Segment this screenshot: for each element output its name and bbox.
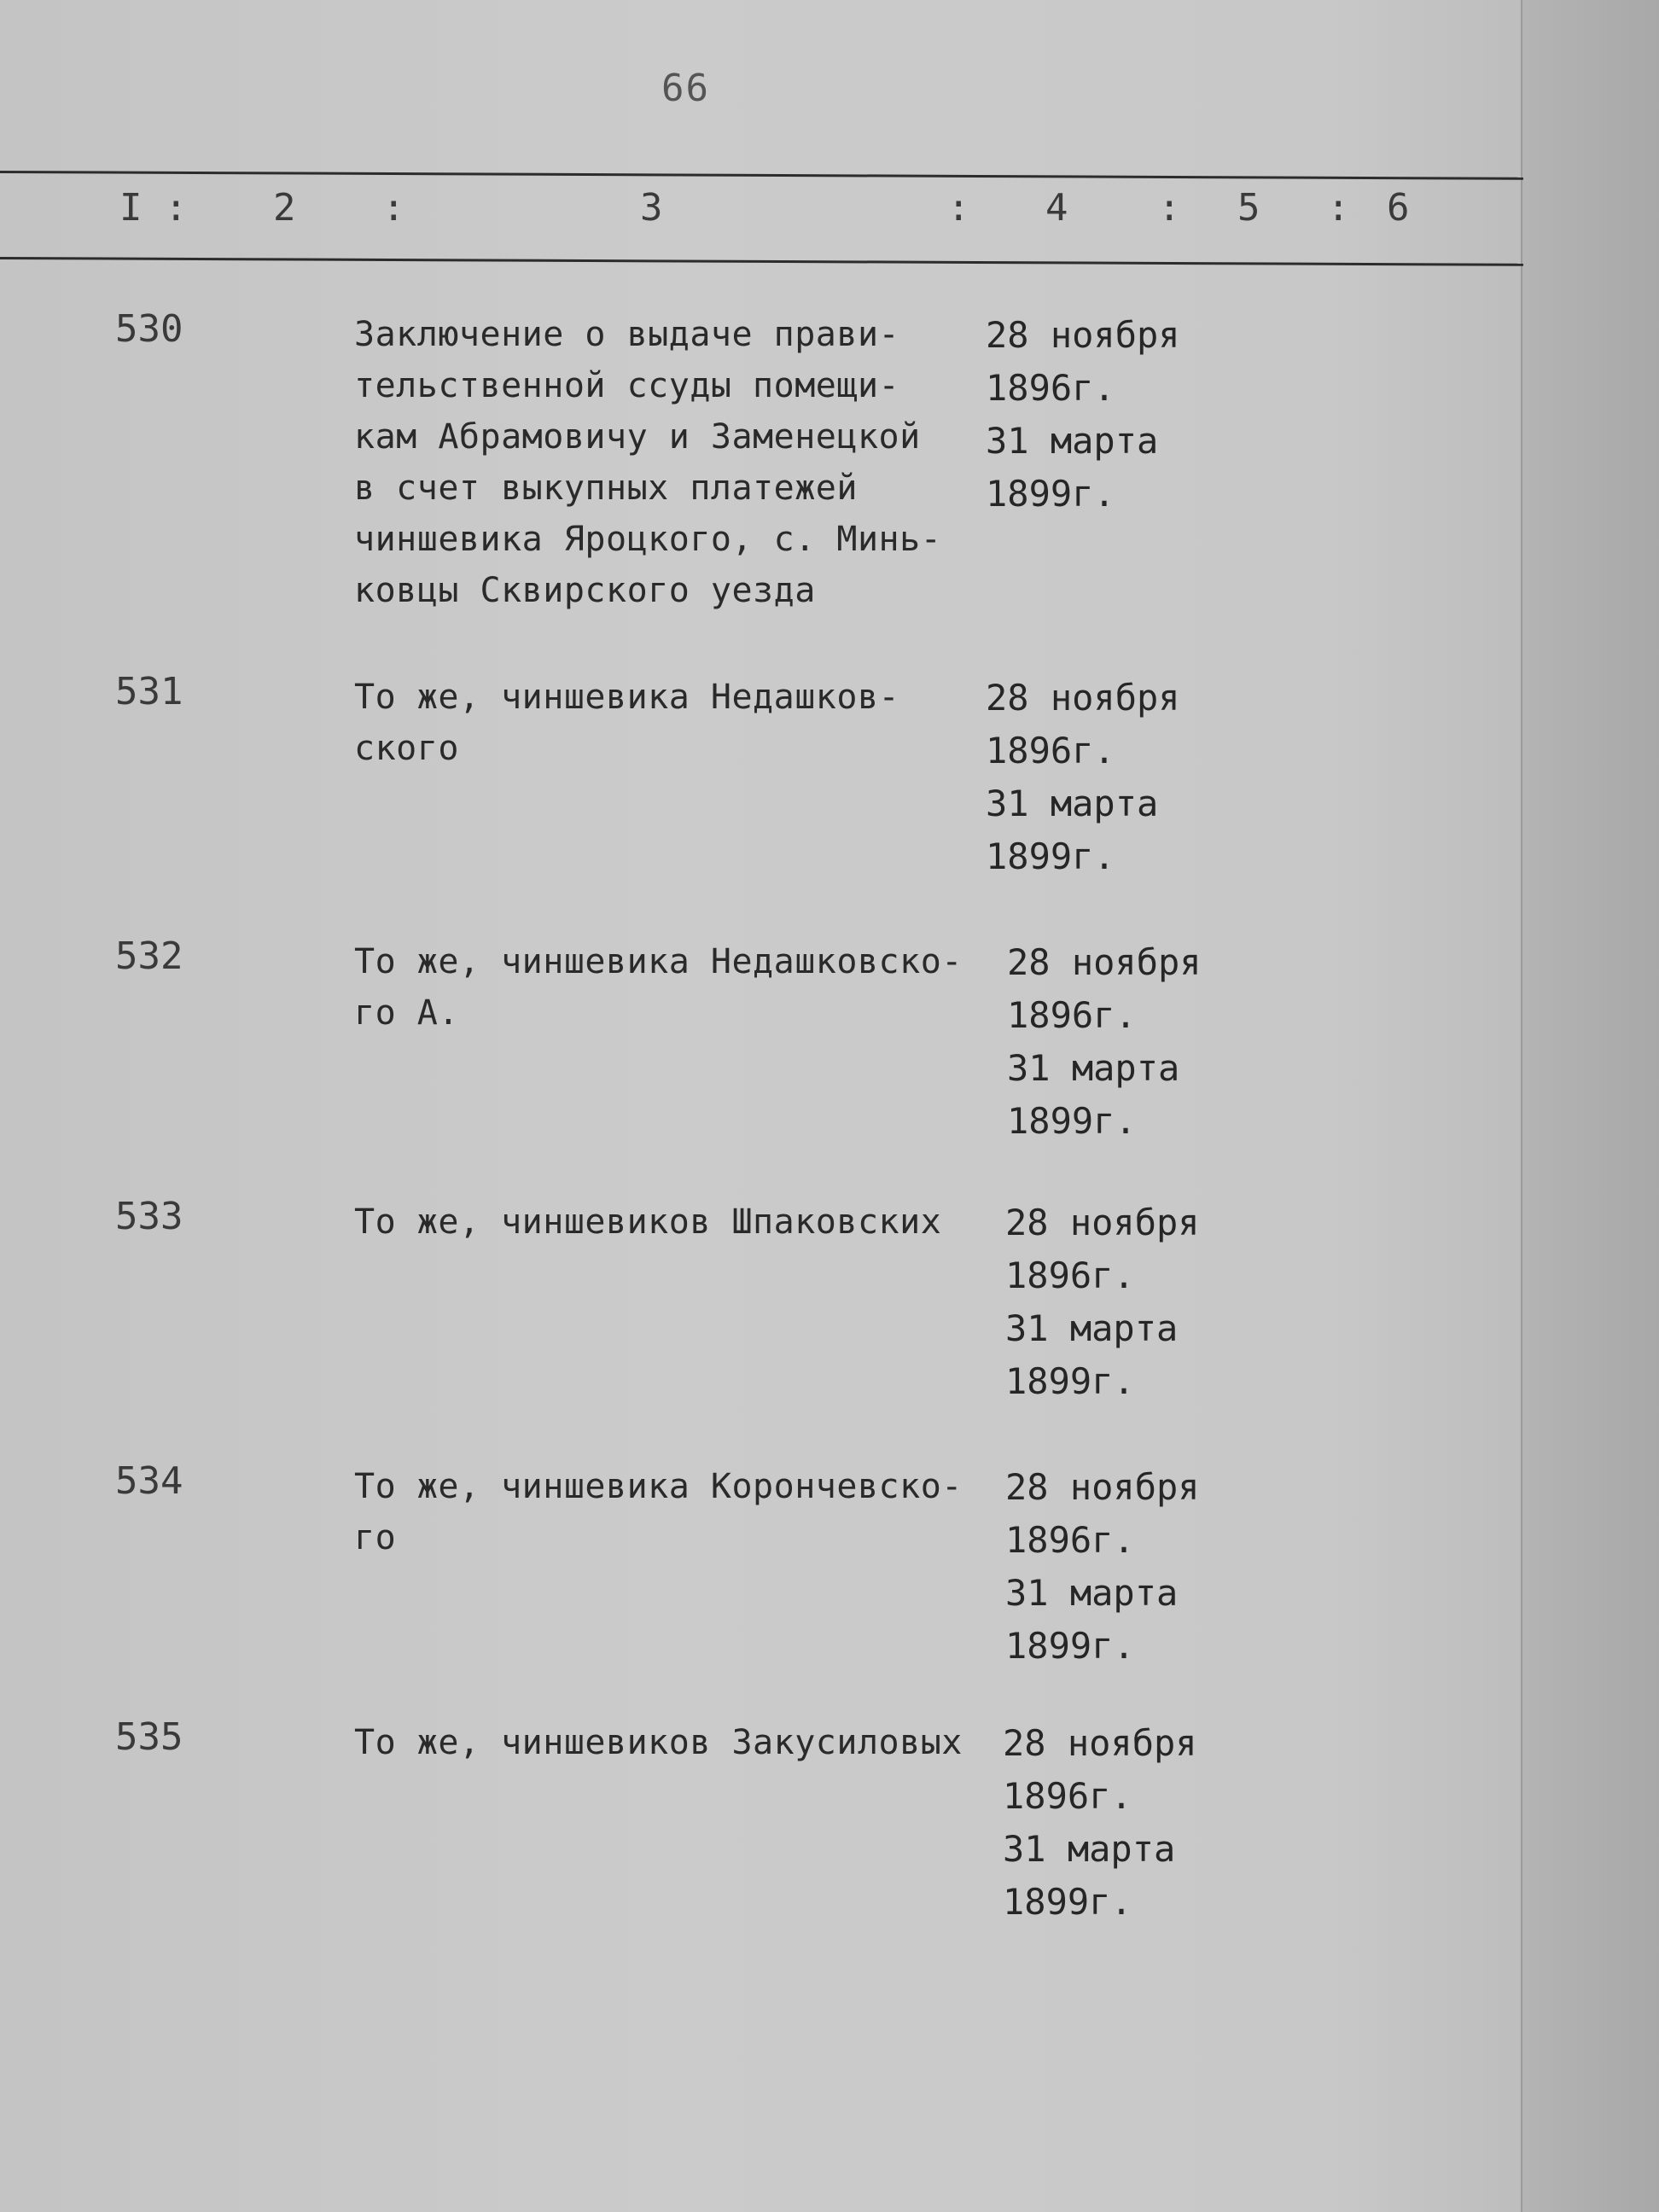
date-line: 1899г. (1005, 1625, 1135, 1667)
date-line: 28 ноября (1003, 1722, 1197, 1764)
description-line: То же, чиншевика Корончевско- (354, 1467, 963, 1506)
date-line: 31 марта (1007, 1047, 1180, 1089)
date-line: 31 марта (1005, 1572, 1179, 1614)
entry-dates (1003, 1717, 1197, 1929)
entry-dates (1007, 936, 1202, 1148)
entry-description (354, 1196, 941, 1248)
column-header: 5 (1237, 186, 1260, 230)
date-line: 1899г. (986, 473, 1115, 515)
column-header: : (1158, 186, 1181, 230)
date-line: 1899г. (1007, 1100, 1137, 1142)
sheet-edge (1521, 0, 1659, 2212)
description-line: тельственной ссуды помещи- (354, 366, 900, 405)
date-line: 1896г. (986, 367, 1115, 409)
page-number: 66 (661, 67, 710, 110)
date-line: 28 ноября (1007, 941, 1202, 983)
column-header: : (947, 186, 970, 230)
date-line: 1896г. (1003, 1775, 1132, 1817)
entry-dates (986, 672, 1180, 883)
date-line: 1896г. (1007, 994, 1137, 1036)
description-line: го (354, 1518, 397, 1557)
column-header: 6 (1387, 186, 1410, 230)
date-line: 31 марта (986, 783, 1159, 824)
column-header: : (1327, 186, 1350, 230)
description-line: То же, чиншевика Недашковско- (354, 942, 963, 981)
entry-number: 534 (115, 1459, 183, 1503)
entry-number: 532 (115, 934, 183, 978)
date-line: 31 марта (1005, 1307, 1179, 1349)
entry-dates (1005, 1461, 1200, 1673)
entry-description (354, 1717, 963, 1768)
date-line: 1899г. (1003, 1881, 1132, 1923)
column-header: I : (119, 186, 188, 230)
date-line: 31 марта (986, 420, 1159, 462)
column-header: : (382, 186, 405, 230)
date-line: 31 марта (1003, 1828, 1176, 1870)
entry-dates (986, 309, 1180, 521)
description-line: Заключение о выдаче прави- (354, 315, 900, 354)
date-line: 28 ноября (1005, 1466, 1200, 1508)
date-line: 28 ноября (986, 677, 1180, 719)
description-line: чиншевика Яроцкого, с. Минь- (354, 520, 942, 559)
description-line: То же, чиншевиков Шпаковских (354, 1202, 942, 1242)
date-line: 28 ноября (986, 314, 1180, 356)
entry-description (354, 1461, 963, 1563)
date-line: 1899г. (986, 835, 1115, 877)
description-line: То же, чиншевиков Закусиловых (354, 1723, 963, 1762)
description-line: го А. (354, 993, 459, 1033)
description-line: ского (354, 729, 459, 768)
date-line: 1899г. (1005, 1360, 1135, 1402)
column-header: 2 (273, 186, 296, 230)
entry-number: 531 (115, 670, 183, 713)
entry-description (354, 672, 899, 774)
description-line: в счет выкупных платежей (354, 469, 858, 508)
date-line: 1896г. (1005, 1254, 1135, 1296)
entry-description (354, 936, 963, 1039)
description-line: ковцы Сквирского уезда (354, 571, 816, 610)
description-line: То же, чиншевика Недашков- (354, 678, 900, 717)
table-top-rule (0, 171, 1523, 180)
date-line: 1896г. (1005, 1519, 1135, 1561)
entry-number: 535 (115, 1715, 183, 1759)
entry-dates (1005, 1196, 1200, 1408)
entry-number: 530 (115, 307, 183, 351)
column-header: 4 (1045, 186, 1068, 230)
table-header-rule (0, 257, 1523, 266)
entry-description (354, 309, 941, 616)
entry-number: 533 (115, 1195, 183, 1238)
column-header: 3 (640, 186, 663, 230)
date-line: 28 ноября (1005, 1202, 1200, 1243)
date-line: 1896г. (986, 730, 1115, 771)
description-line: кам Абрамовичу и Заменецкой (354, 417, 921, 457)
